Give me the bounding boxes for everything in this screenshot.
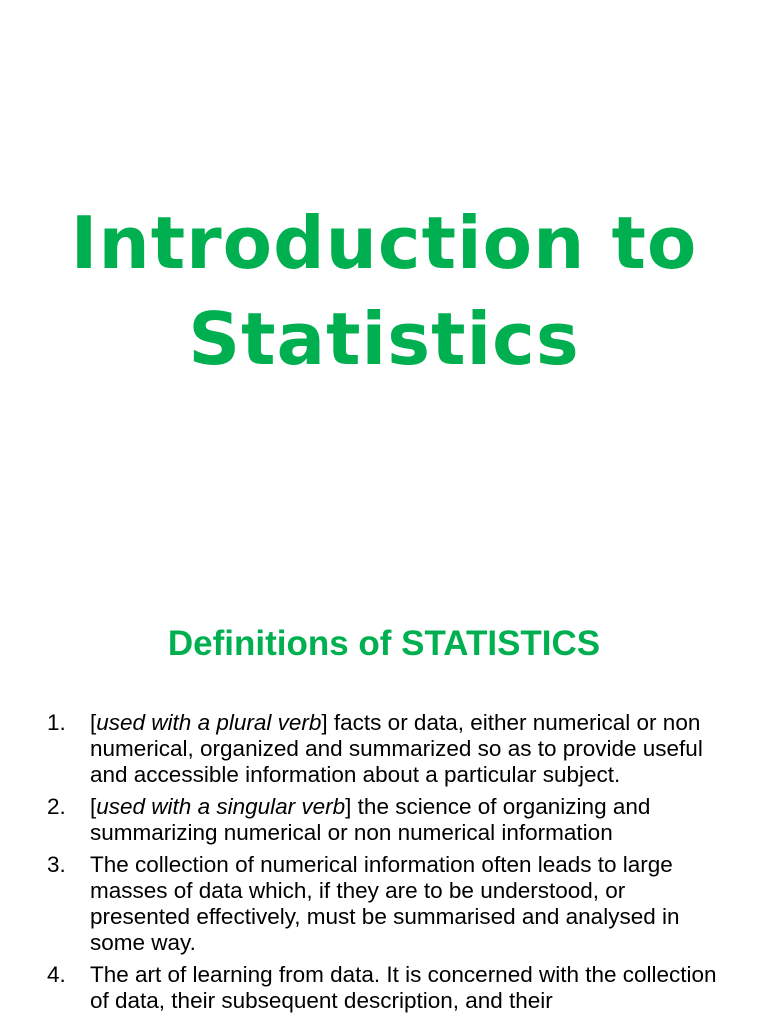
definition-body: the science of organizing and summarizing numerical or non numerical information	[90, 794, 651, 845]
definitions-list	[0, 710, 768, 1020]
bracket-close: ]	[345, 794, 352, 819]
definition-item-2	[0, 794, 768, 846]
bracket-open: [	[90, 710, 97, 735]
definition-body: The art of learning from data. It is concerned with the collection of data, their subsequent description, and their	[90, 962, 717, 1013]
bracket-close: ]	[321, 710, 328, 735]
definition-number: 2.	[47, 794, 66, 819]
definition-text	[90, 794, 650, 845]
bracket-open: [	[90, 794, 97, 819]
main-title-line-1: Introduction to	[70, 201, 698, 285]
definition-body: The collection of numerical information often leads to large masses of data which, if they are to be understood, or presented effectively, must be summarised and analysed in some way.	[90, 852, 680, 955]
definition-body: facts or data, either numerical or non numerical, organized and summarized so as to provide useful and accessible information about a particular subject.	[90, 710, 703, 787]
main-title-line-2: Statistics	[188, 297, 580, 381]
definition-usage-note: used with a plural verb	[96, 710, 322, 735]
definition-text	[90, 710, 703, 787]
definition-number: 4.	[47, 962, 66, 987]
main-title	[0, 195, 768, 387]
definition-item-3	[0, 852, 768, 956]
definition-usage-note: used with a singular verb	[96, 794, 346, 819]
definition-number: 3.	[47, 852, 66, 877]
definition-item-1	[0, 710, 768, 788]
definition-item-4	[0, 962, 768, 1014]
definition-number: 1.	[47, 710, 66, 735]
definitions-heading: Definitions of STATISTICS	[167, 624, 601, 663]
definitions-slide	[0, 576, 768, 1024]
